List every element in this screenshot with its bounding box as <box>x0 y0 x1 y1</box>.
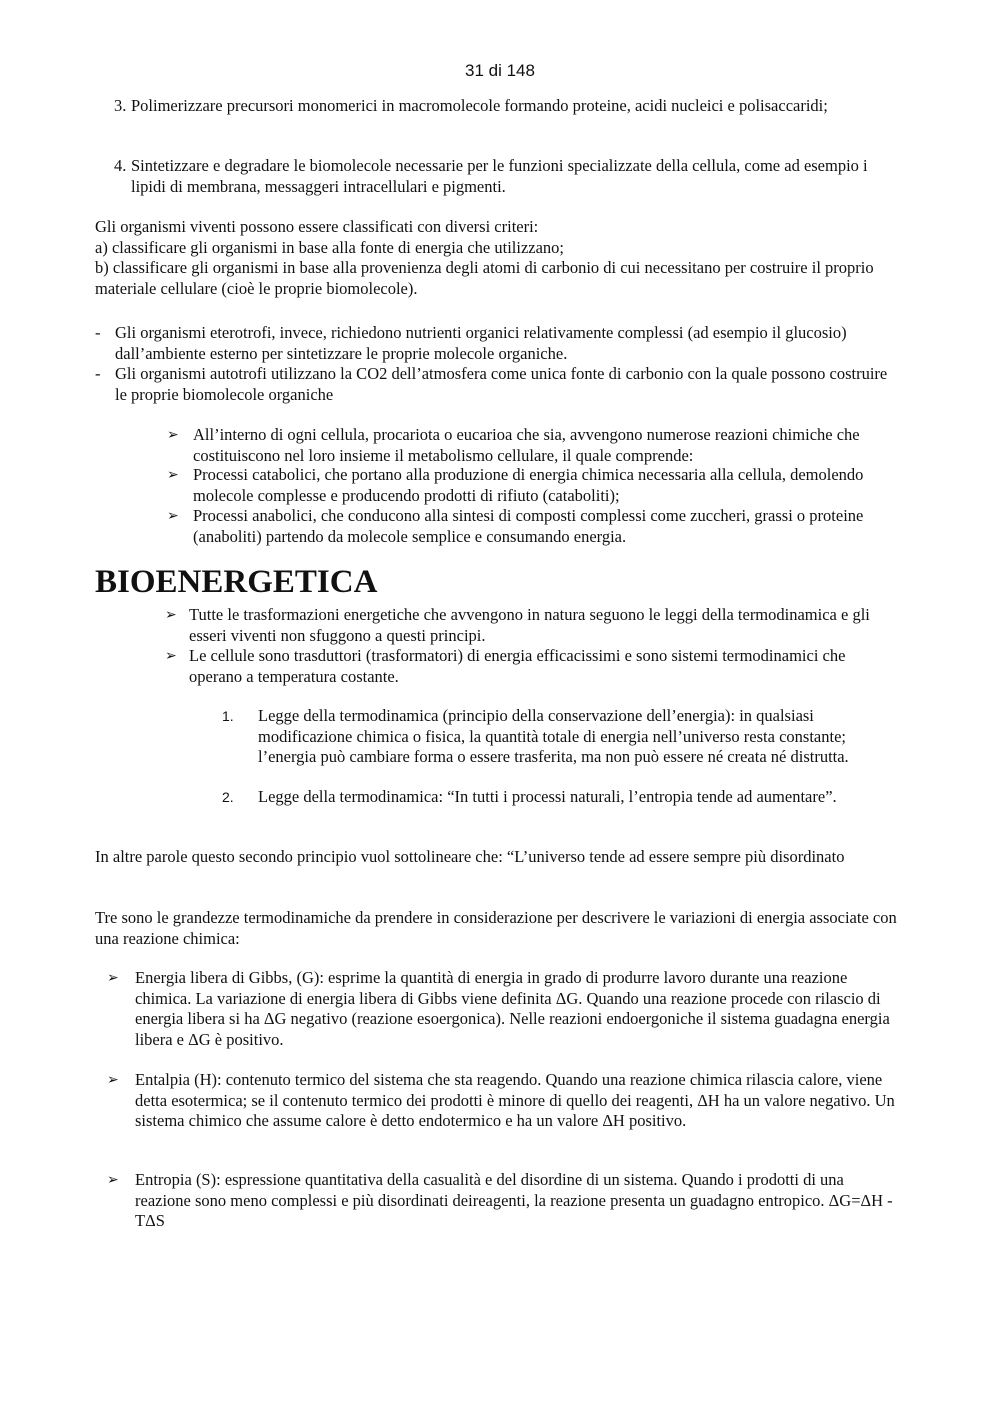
metabolism-item-text: Processi catabolici, che portano alla produzione di energia chimica necessaria alla cellula, demolendo molecole complesse e producendo prodotti di rifiuto (cataboliti); <box>193 465 864 505</box>
item-number: 4. <box>114 156 127 175</box>
classification-line: Gli organismi viventi possono essere classificati con diversi criteri: <box>95 217 539 236</box>
bioenergetics-item <box>165 646 900 687</box>
arrow-bullet-icon: ➢ <box>107 1172 119 1188</box>
dash-marker: - <box>95 364 101 383</box>
metabolism-item <box>167 425 887 466</box>
classification-line: b) classificare gli organismi in base alla provenienza degli atomi di carbonio di cui necessitano per costruire il proprio materiale cellulare (cioè le proprie biomolecole). <box>95 258 874 298</box>
bioenergetics-item <box>165 605 900 646</box>
law-text: Legge della termodinamica (principio della conservazione dell’energia): in qualsiasi modificazione chimica o fisica, la quantità totale di energia nell’universo resta constante; l’energia può cambiare forma o essere trasferita, ma non può essere né creata né distrutta. <box>258 706 849 766</box>
arrow-bullet-icon: ➢ <box>167 508 179 524</box>
arrow-bullet-icon: ➢ <box>107 970 119 986</box>
arrow-bullet-icon: ➢ <box>165 607 177 623</box>
classification-line: a) classificare gli organismi in base alla fonte di energia che utilizzano; <box>95 237 565 257</box>
quantity-item-text: Energia libera di Gibbs, (G): esprime la quantità di energia in grado di produrre lavoro durante una reazione chimica. La variazione di energia libera di Gibbs viene definita ΔG. Quando una reazione procede con rilascio di energia libera si ha ΔG negativo (reazione esoergonica). Nelle reazioni endoergoniche il sistema guadagna energia libera e ΔG è positivo. <box>135 968 890 1049</box>
dash-item-text: Gli organismi autotrofi utilizzano la CO2 dell’atmosfera come unica fonte di carbonio con la quale possono costruire le proprie biomolecole organiche <box>115 364 888 404</box>
metabolism-item-text: Processi anabolici, che conducono alla sintesi di composti complessi come zuccheri, grassi o proteine (anaboliti) partendo da molecole semplice e consumando energia. <box>193 506 864 546</box>
item-text: Sintetizzare e degradare le biomolecole necessarie per le funzioni specializzate della cellula, come ad esempio i lipidi di membrana, messaggeri intracellulari e pigmenti. <box>131 156 868 196</box>
arrow-bullet-icon: ➢ <box>165 648 177 664</box>
page-number: 31 di 148 <box>465 61 535 80</box>
section-heading: BIOENERGETICA <box>95 564 378 600</box>
metabolism-item <box>167 465 887 506</box>
bioenergetics-item-text: Le cellule sono trasduttori (trasformatori) di energia efficacissimi e sono sistemi termodinamici che operano a temperatura costante. <box>189 646 846 686</box>
law-item <box>222 706 892 768</box>
arrow-bullet-icon: ➢ <box>167 467 179 483</box>
dash-marker: - <box>95 323 101 342</box>
item-text: Polimerizzare precursori monomerici in macromolecole formando proteine, acidi nucleici e polisaccaridi; <box>131 96 828 115</box>
numbered-item <box>114 96 904 117</box>
dash-list-item <box>95 364 895 405</box>
classification-paragraph <box>95 217 905 299</box>
arrow-bullet-icon: ➢ <box>107 1072 119 1088</box>
dash-item-text: Gli organismi eterotrofi, invece, richiedono nutrienti organici relativamente complessi (ad esempio il glucosio) dall’ambiente esterno per sintetizzare le proprie molecole organiche. <box>115 323 847 363</box>
item-number: 3. <box>114 96 127 115</box>
quantity-item <box>107 1170 902 1232</box>
law-number: 1. <box>222 708 234 724</box>
metabolism-item <box>167 506 887 547</box>
arrow-bullet-icon: ➢ <box>167 427 179 443</box>
quantities-intro-paragraph: Tre sono le grandezze termodinamiche da prendere in considerazione per descrivere le variazioni di energia associate con una reazione chimica: <box>95 908 897 948</box>
metabolism-item-text: All’interno di ogni cellula, procariota o eucarioa che sia, avvengono numerose reazioni chimiche che costituiscono nel loro insieme il metabolismo cellulare, il quale comprende: <box>193 425 860 465</box>
dash-list-item <box>95 323 895 364</box>
quantity-item-text: Entropia (S): espressione quantitativa della casualità e del disordine di un sistema. Quando i prodotti di una reazione sono meno complessi e più disordinati deireagenti, la reazione presenta un guadagno entropico. ΔG=ΔH - TΔS <box>135 1170 893 1230</box>
second-principle-paragraph: In altre parole questo secondo principio vuol sottolineare che: “L’universo tende ad essere sempre più disordinato <box>95 847 845 866</box>
law-number: 2. <box>222 789 234 805</box>
law-item <box>222 787 892 808</box>
numbered-item <box>114 156 904 197</box>
law-text: Legge della termodinamica: “In tutti i processi naturali, l’entropia tende ad aumentare”. <box>258 787 837 806</box>
bioenergetics-item-text: Tutte le trasformazioni energetiche che avvengono in natura seguono le leggi della termodinamica e gli esseri viventi non sfuggono a questi principi. <box>189 605 870 645</box>
quantity-item <box>107 1070 902 1132</box>
quantity-item <box>107 968 902 1050</box>
quantity-item-text: Entalpia (H): contenuto termico del sistema che sta reagendo. Quando una reazione chimica rilascia calore, viene detta esotermica; se il contenuto termico dei prodotti è minore di quello dei reagenti, ΔH ha un valore negativo. Un sistema chimico che assume calore è detto endotermico e ha un valore ΔH positivo. <box>135 1070 895 1130</box>
